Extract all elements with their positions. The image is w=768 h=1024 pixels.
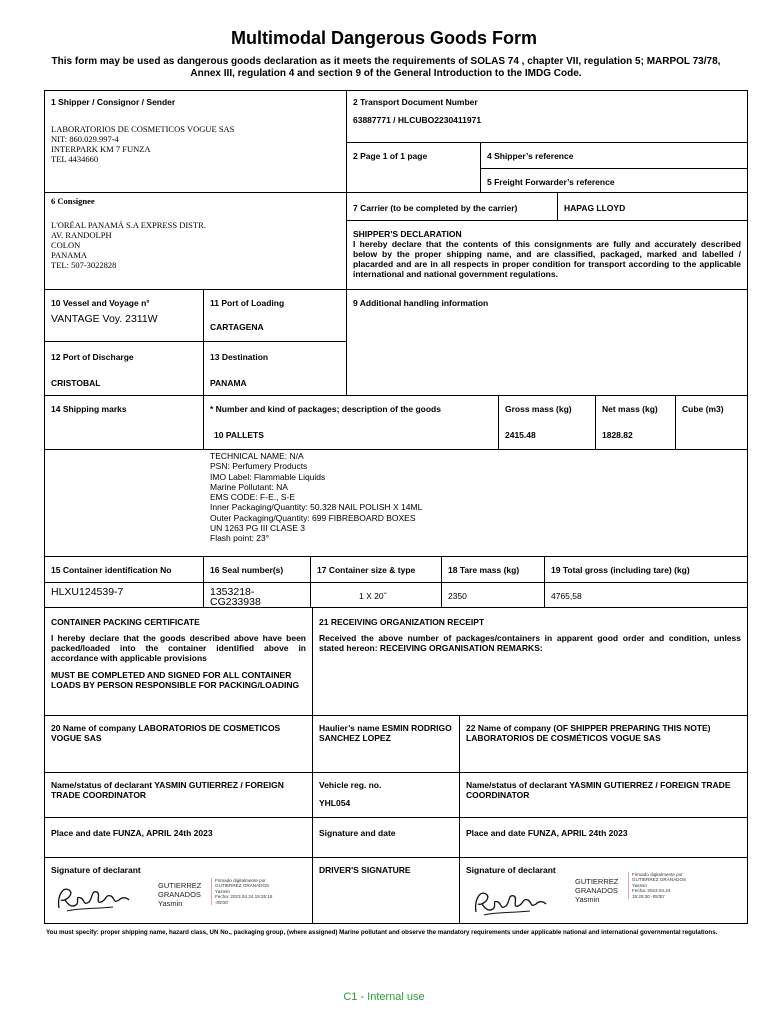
container-size-value: 1 X 20˝ <box>359 591 387 601</box>
consignee-cell <box>45 193 347 290</box>
vessel-label: 10 Vessel and Voyage n° <box>51 298 150 308</box>
stamp-line: Yasmin <box>632 882 647 888</box>
digital-signature-stamp-left <box>211 878 272 905</box>
packages-label: * Number and kind of packages; description of the goods <box>210 404 441 414</box>
shipper-cell <box>45 91 347 193</box>
stamp-line: Yasmin <box>215 888 230 894</box>
stamp-line: -05'00' <box>215 899 229 905</box>
description-line: UN 1263 PG III CLASE 3 <box>210 523 305 534</box>
goods-description-cell <box>45 450 747 557</box>
declarant-left-cell <box>45 773 313 818</box>
shipper-declaration-text: I hereby declare that the contents of this consignments are fully and accurately described below by the proper shipping name, and are classified, packaged, marked and labelled / placarded and are in all respects in proper condition for transport according to the applicable international and national government regulations. <box>353 239 741 279</box>
description-line: Marine Pollutant: NA <box>210 481 288 492</box>
signer-name-line: Yasmin <box>575 895 600 904</box>
description-line: Flash point: 23° <box>210 533 270 544</box>
consignee-label: 6 Consignee <box>51 196 95 206</box>
stamp-line: 15:25:30 -05'00' <box>632 893 665 899</box>
packages-value: 10 PALLETS <box>214 430 264 440</box>
total-gross-label: 19 Total gross (including tare) (kg) <box>551 565 690 575</box>
container-size-label-cell <box>311 557 442 583</box>
form-subtitle: This form may be used as dangerous goods declaration as it meets the requirements of SOLAS 74 , chapter VII, regulation 5; MARPOL 73/78, Annex III, regulation 4 and section 9 of the General Introduction to the IMDG Code. <box>51 56 721 79</box>
transport-doc-cell <box>347 91 747 143</box>
container-size-label: 17 Container size & type <box>317 565 416 575</box>
carrier-cell <box>347 193 558 221</box>
handling-info-cell <box>347 290 747 396</box>
carrier-label: 7 Carrier (to be completed by the carrier) <box>353 203 518 213</box>
place-date-left-text: Place and date FUNZA, APRIL 24th 2023 <box>51 828 213 838</box>
declarant-right-text: Name/status of declarant YASMIN GUTIERREZ / FOREIGN TRADE COORDINATOR <box>466 780 731 800</box>
shipper-declaration-title: SHIPPER'S DECLARATION <box>353 229 462 239</box>
consignee-line: AV. RANDOLPH <box>51 230 112 240</box>
description-line: EMS CODE: F-E., S-E <box>210 492 296 503</box>
container-id-value: HLXU124539-7 <box>51 586 124 598</box>
vehicle-value: YHL054 <box>319 798 351 808</box>
net-mass-cell <box>596 396 676 450</box>
consignee-details <box>51 220 340 270</box>
declarant-left-text: Name/status of declarant YASMIN GUTIERREZ / FOREIGN TRADE COORDINATOR <box>51 780 284 800</box>
vessel-cell <box>45 290 204 342</box>
company-22-cell <box>460 716 747 773</box>
description-line: Inner Packaging/Quantity: 50.328 NAIL POLISH X 14ML <box>210 502 423 513</box>
haulier-text: Haulier’s name ESMIN RODRIGO SANCHEZ LOPEZ <box>319 723 452 743</box>
gross-mass-cell <box>499 396 596 450</box>
container-id-label-cell <box>45 557 204 583</box>
vehicle-cell <box>313 773 460 818</box>
description-line: TECHNICAL NAME: N/A <box>210 451 304 461</box>
packages-cell <box>204 396 499 450</box>
port-discharge-label: 12 Port of Discharge <box>51 352 134 362</box>
port-loading-cell <box>204 290 347 342</box>
declarant-right-cell <box>460 773 747 818</box>
company-22-text: 22 Name of company (OF SHIPPER PREPARING THIS NOTE) LABORATORIOS DE COSMÉTICOS VOGUE SAS <box>466 723 711 743</box>
tare-label: 18 Tare mass (kg) <box>448 565 520 575</box>
handling-info-label: 9 Additional handling information <box>353 298 489 308</box>
forwarder-reference-cell <box>481 169 747 193</box>
shipper-line: NIT: 860.029.997-4 <box>51 134 119 144</box>
handwritten-signature-left <box>53 878 133 916</box>
shipper-declaration-cell <box>347 221 747 290</box>
total-gross-value-cell <box>545 583 747 608</box>
net-mass-value: 1828.82 <box>602 430 633 440</box>
company-20-cell <box>45 716 313 773</box>
tare-value-cell <box>442 583 545 608</box>
shipper-line: INTERPARK KM 7 FUNZA <box>51 144 151 154</box>
signer-name-line: GUTIERREZ <box>575 877 619 886</box>
receipt-title: 21 RECEIVING ORGANIZATION RECEIPT <box>319 617 485 627</box>
total-gross-value: 4765,58 <box>551 591 582 601</box>
packing-certificate-title: CONTAINER PACKING CERTIFICATE <box>51 617 200 627</box>
carrier-value-cell <box>558 193 747 221</box>
haulier-cell <box>313 716 460 773</box>
place-date-right-cell <box>460 818 747 858</box>
regulatory-footer-note: You must specify: proper shipping name, hazard class, UN No., packaging group, (where assigned) Marine pollutant and observe the mandatory requirements under applicable national and international governmental regulations. <box>46 929 718 936</box>
place-date-left-cell <box>45 818 313 858</box>
seal-label: 16 Seal number(s) <box>210 565 284 575</box>
classification-label: C1 - Internal use <box>343 991 425 1003</box>
shipper-label: 1 Shipper / Consignor / Sender <box>51 97 176 107</box>
description-line: IMO Label: Flammable Liquids <box>210 471 326 482</box>
vehicle-label: Vehicle reg. no. <box>319 780 382 790</box>
stamp-line: Firmado digitalmente por <box>215 878 266 883</box>
seal-label-cell <box>204 557 311 583</box>
signer-name-line: GUTIERREZ <box>158 881 202 890</box>
stamp-line: Firmado digitalmente por <box>632 872 683 877</box>
shipper-line: LABORATORIOS DE COSMETICOS VOGUE SAS <box>51 124 235 134</box>
signature-left-label: Signature of declarant <box>51 865 141 875</box>
container-size-value-cell <box>311 583 442 608</box>
driver-signature-cell <box>313 858 460 923</box>
signer-name-line: GRANADOS <box>158 890 201 899</box>
stamp-line: Fecha: 2023.04.24 <box>632 888 671 894</box>
description-line: PSN: Perfumery Products <box>210 461 308 472</box>
receipt-cell <box>313 608 747 716</box>
handwritten-signature-right <box>470 882 550 920</box>
company-20-text: 20 Name of company LABORATORIOS DE COSMETICOS VOGUE SAS <box>51 723 281 743</box>
destination-value: PANAMA <box>210 378 247 388</box>
transport-doc-label: 2 Transport Document Number <box>353 97 478 107</box>
vessel-value: VANTAGE Voy. 2311W <box>51 313 158 325</box>
port-loading-label: 11 Port of Loading <box>210 298 285 308</box>
consignee-line: L'ORÉAL PANAMÁ S.A EXPRESS DISTR. <box>51 220 206 230</box>
tare-value: 2350 <box>448 591 467 601</box>
signer-name-line: Yasmin <box>158 899 183 908</box>
port-discharge-value: CRISTOBAL <box>51 378 101 388</box>
cube-label: Cube (m3) <box>682 404 724 414</box>
packing-certificate-cell <box>45 608 313 716</box>
description-line: Outer Packaging/Quantity: 699 FIBREBOARD BOXES <box>210 512 416 523</box>
total-gross-label-cell <box>545 557 747 583</box>
shipper-reference-label: 4 Shipper’s reference <box>487 151 574 161</box>
signature-left-cell <box>45 858 313 923</box>
signature-left-name <box>158 881 201 908</box>
signature-date-label: Signature and date <box>319 828 396 838</box>
consignee-line: PANAMA <box>51 250 88 260</box>
carrier-value: HAPAG LLOYD <box>564 203 626 213</box>
container-id-label: 15 Container identification No <box>51 565 172 575</box>
shipping-marks-label: 14 Shipping marks <box>51 404 127 414</box>
net-mass-label: Net mass (kg) <box>602 404 658 414</box>
signer-name-line: GRANADOS <box>575 886 618 895</box>
digital-signature-stamp-right <box>628 872 686 899</box>
destination-label: 13 Destination <box>210 352 269 362</box>
seal-value: 1353218-CG233938 <box>210 586 261 608</box>
port-discharge-cell <box>45 342 204 396</box>
packing-certificate-note: MUST BE COMPLETED AND SIGNED FOR ALL CONTAINER LOADS BY PERSON RESPONSIBLE FOR PACKING/LOADING <box>51 670 300 690</box>
destination-cell <box>204 342 347 396</box>
container-id-value-cell <box>45 583 204 608</box>
shipper-line: TEL 4434660 <box>51 154 99 164</box>
shipper-details <box>51 124 340 164</box>
shipping-marks-cell <box>45 396 204 450</box>
signature-right-label: Signature of declarant <box>466 865 556 875</box>
signature-right-name <box>575 877 618 904</box>
goods-description <box>210 451 422 544</box>
tare-label-cell <box>442 557 545 583</box>
gross-mass-value: 2415.48 <box>505 430 536 440</box>
receipt-text: Received the above number of packages/containers in apparent good order and condition, unless stated hereon: RECEIVING ORGANISATION REMARKS: <box>319 633 741 653</box>
cube-cell <box>676 396 747 450</box>
shipper-reference-cell <box>481 143 747 169</box>
forwarder-reference-label: 5 Freight Forwarder’s reference <box>487 177 615 187</box>
consignee-line: COLON <box>51 240 81 250</box>
form-title: Multimodal Dangerous Goods Form <box>230 28 537 48</box>
stamp-line: GUTIERREZ GRANADOS <box>632 877 687 883</box>
dangerous-goods-form <box>44 90 748 924</box>
transport-doc-value: 63887771 / HLCUBO2230411971 <box>353 115 482 125</box>
port-loading-value: CARTAGENA <box>210 322 264 332</box>
page-count-cell <box>347 143 481 193</box>
stamp-line: Fecha: 2023.04.24 15:25:18 <box>215 894 273 900</box>
consignee-line: TEL: 507-3022828 <box>51 260 117 270</box>
driver-signature-label: DRIVER'S SIGNATURE <box>319 865 411 875</box>
seal-value-cell <box>204 583 311 608</box>
stamp-line: GUTIERREZ GRANADOS <box>215 883 270 889</box>
packing-certificate-text: I hereby declare that the goods described above have been packed/loaded into the container identified above in accordance with applicable provisions <box>51 633 306 663</box>
place-date-right-text: Place and date FUNZA, APRIL 24th 2023 <box>466 828 628 838</box>
signature-date-cell <box>313 818 460 858</box>
gross-mass-label: Gross mass (kg) <box>505 404 572 414</box>
page-count-label: 2 Page 1 of 1 page <box>353 151 428 161</box>
signature-right-cell <box>460 858 747 923</box>
